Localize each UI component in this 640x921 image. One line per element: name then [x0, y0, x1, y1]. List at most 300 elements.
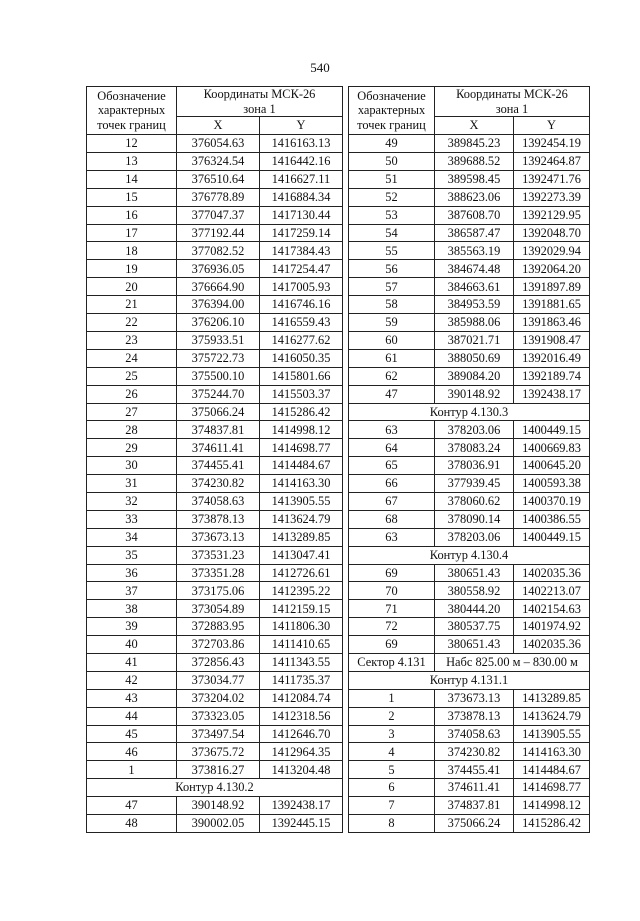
point-label: 54 [349, 224, 435, 242]
coord-title: Координаты МСК-26 [203, 87, 316, 101]
x-value: 388623.06 [435, 188, 514, 206]
point-label: 13 [87, 153, 177, 171]
x-value: 372856.43 [177, 653, 260, 671]
point-label: 19 [87, 260, 177, 278]
x-value: 373351.28 [177, 564, 260, 582]
x-value: 374837.81 [177, 421, 260, 439]
table-row [349, 689, 590, 707]
left-table-body [87, 135, 343, 833]
point-label: 21 [87, 296, 177, 314]
x-value: 380558.92 [435, 582, 514, 600]
header-label-line1: Обозначение [97, 88, 166, 103]
table-row [87, 331, 343, 349]
point-label: 57 [349, 278, 435, 296]
y-value: 1402154.63 [514, 600, 590, 618]
y-value: 1402035.36 [514, 636, 590, 654]
y-value: 1413289.85 [514, 689, 590, 707]
point-label-header [349, 87, 435, 135]
point-label: 51 [349, 170, 435, 188]
x-value: 387021.71 [435, 331, 514, 349]
x-value: 378083.24 [435, 439, 514, 457]
contour-label: Контур 4.131.1 [349, 671, 590, 689]
y-value: 1401974.92 [514, 618, 590, 636]
table-row [349, 564, 590, 582]
point-label: 69 [349, 564, 435, 582]
coord-title: Координаты МСК-26 [456, 87, 568, 101]
table-row [349, 349, 590, 367]
header-label-line2: характерных [97, 103, 166, 118]
point-label: 45 [87, 725, 177, 743]
table-row [87, 564, 343, 582]
table-row [349, 797, 590, 815]
point-label: 14 [87, 170, 177, 188]
y-value: 1392438.17 [260, 797, 343, 815]
point-label: 65 [349, 457, 435, 475]
y-value: 1414998.12 [260, 421, 343, 439]
table-row [349, 421, 590, 439]
table-row [87, 349, 343, 367]
table-row [349, 188, 590, 206]
x-value: 378203.06 [435, 528, 514, 546]
x-value: 373497.54 [177, 725, 260, 743]
y-value: 1412646.70 [260, 725, 343, 743]
x-value: 377939.45 [435, 475, 514, 493]
x-value: 376324.54 [177, 153, 260, 171]
point-label: 53 [349, 206, 435, 224]
y-value: 1417130.44 [260, 206, 343, 224]
point-label: 27 [87, 403, 177, 421]
x-value: 385988.06 [435, 314, 514, 332]
y-value: 1392445.15 [260, 814, 343, 832]
point-label: 25 [87, 367, 177, 385]
table-row [87, 260, 343, 278]
y-value: 1416442.16 [260, 153, 343, 171]
y-value: 1412084.74 [260, 689, 343, 707]
x-value: 385563.19 [435, 242, 514, 260]
table-row [349, 600, 590, 618]
y-value: 1412159.15 [260, 600, 343, 618]
sector-label: Сектор 4.131 [349, 653, 435, 671]
point-label: 34 [87, 528, 177, 546]
x-value: 386587.47 [435, 224, 514, 242]
x-value: 384953.59 [435, 296, 514, 314]
point-label: 60 [349, 331, 435, 349]
table-row [349, 439, 590, 457]
y-value: 1412318.56 [260, 707, 343, 725]
y-value: 1416559.43 [260, 314, 343, 332]
point-label: 8 [349, 814, 435, 832]
table-row [87, 636, 343, 654]
y-value: 1400370.19 [514, 492, 590, 510]
point-label: 52 [349, 188, 435, 206]
point-label: 7 [349, 797, 435, 815]
y-value: 1392273.39 [514, 188, 590, 206]
point-label: 47 [349, 385, 435, 403]
x-value: 373054.89 [177, 600, 260, 618]
point-label: 1 [349, 689, 435, 707]
x-value: 373816.27 [177, 761, 260, 779]
x-value: 380444.20 [435, 600, 514, 618]
point-label: 71 [349, 600, 435, 618]
point-label: 58 [349, 296, 435, 314]
x-value: 376054.63 [177, 135, 260, 153]
point-label: 15 [87, 188, 177, 206]
x-value: 374837.81 [435, 797, 514, 815]
point-label: 39 [87, 618, 177, 636]
point-label: 24 [87, 349, 177, 367]
y-value: 1413047.41 [260, 546, 343, 564]
y-header: Y [260, 117, 343, 135]
y-value: 1416884.34 [260, 188, 343, 206]
point-label: 33 [87, 510, 177, 528]
point-label: 31 [87, 475, 177, 493]
page-number: 540 [310, 60, 330, 75]
point-label: 40 [87, 636, 177, 654]
point-label: 16 [87, 206, 177, 224]
y-value: 1412726.61 [260, 564, 343, 582]
point-label: 28 [87, 421, 177, 439]
point-label: 29 [87, 439, 177, 457]
point-label: 35 [87, 546, 177, 564]
y-value: 1392048.70 [514, 224, 590, 242]
point-label: 56 [349, 260, 435, 278]
y-value: 1412395.22 [260, 582, 343, 600]
point-label: 68 [349, 510, 435, 528]
y-value: 1415286.42 [514, 814, 590, 832]
point-label: 49 [349, 135, 435, 153]
table-row [87, 188, 343, 206]
point-label: 47 [87, 797, 177, 815]
table-row [87, 403, 343, 421]
section-row [87, 779, 343, 797]
point-label: 70 [349, 582, 435, 600]
y-value: 1415286.42 [260, 403, 343, 421]
point-label: 3 [349, 725, 435, 743]
table-row [349, 206, 590, 224]
x-value: 390148.92 [435, 385, 514, 403]
coord-zone: зона 1 [243, 101, 276, 116]
x-value: 374611.41 [435, 779, 514, 797]
y-value: 1392471.76 [514, 170, 590, 188]
table-row [349, 314, 590, 332]
point-label: 63 [349, 528, 435, 546]
coordinates-table-left [86, 86, 343, 833]
section-row [349, 546, 590, 564]
table-row [349, 528, 590, 546]
y-value: 1413289.85 [260, 528, 343, 546]
table-row [349, 779, 590, 797]
table-row [349, 814, 590, 832]
table-row [349, 492, 590, 510]
x-value: 378203.06 [435, 421, 514, 439]
table-row [87, 546, 343, 564]
x-value: 373673.13 [177, 528, 260, 546]
table-row [349, 170, 590, 188]
x-value: 389688.52 [435, 153, 514, 171]
y-value: 1416627.11 [260, 170, 343, 188]
section-row [349, 403, 590, 421]
table-row [349, 725, 590, 743]
y-value: 1392438.17 [514, 385, 590, 403]
table-row [87, 671, 343, 689]
x-value: 373878.13 [177, 510, 260, 528]
x-value: 378090.14 [435, 510, 514, 528]
table-row [87, 224, 343, 242]
x-value: 374230.82 [435, 743, 514, 761]
table-row [349, 618, 590, 636]
x-value: 375244.70 [177, 385, 260, 403]
x-value: 384674.48 [435, 260, 514, 278]
y-value: 1414163.30 [514, 743, 590, 761]
x-value: 375066.24 [435, 814, 514, 832]
point-label: 41 [87, 653, 177, 671]
point-label: 43 [87, 689, 177, 707]
table-row [87, 528, 343, 546]
y-value: 1417254.47 [260, 260, 343, 278]
point-label: 4 [349, 743, 435, 761]
table-row [87, 492, 343, 510]
point-label: 37 [87, 582, 177, 600]
y-value: 1416163.13 [260, 135, 343, 153]
y-value: 1392029.94 [514, 242, 590, 260]
y-value: 1416050.35 [260, 349, 343, 367]
y-value: 1414484.67 [260, 457, 343, 475]
x-value: 373675.72 [177, 743, 260, 761]
point-label: 36 [87, 564, 177, 582]
y-value: 1413624.79 [260, 510, 343, 528]
x-value: 374611.41 [177, 439, 260, 457]
y-value: 1413905.55 [514, 725, 590, 743]
table-row [87, 153, 343, 171]
x-value: 376778.89 [177, 188, 260, 206]
coordinates-table-right [348, 86, 590, 833]
x-value: 375722.73 [177, 349, 260, 367]
point-label: 1 [87, 761, 177, 779]
y-value: 1391897.89 [514, 278, 590, 296]
table-row [87, 475, 343, 493]
y-value: 1392129.95 [514, 206, 590, 224]
y-value: 1411343.55 [260, 653, 343, 671]
table-row [87, 278, 343, 296]
point-label: 59 [349, 314, 435, 332]
x-value: 375500.10 [177, 367, 260, 385]
table-row [87, 743, 343, 761]
table-row [87, 439, 343, 457]
y-value: 1400386.55 [514, 510, 590, 528]
table-row [349, 743, 590, 761]
table-row [349, 636, 590, 654]
y-value: 1392064.20 [514, 260, 590, 278]
table-row [349, 296, 590, 314]
contour-label: Контур 4.130.3 [349, 403, 590, 421]
x-value: 380651.43 [435, 564, 514, 582]
y-value: 1391881.65 [514, 296, 590, 314]
point-label: 18 [87, 242, 177, 260]
table-row [87, 725, 343, 743]
y-value: 1411735.37 [260, 671, 343, 689]
x-value: 390002.05 [177, 814, 260, 832]
x-value: 389598.45 [435, 170, 514, 188]
right-table-body [349, 135, 590, 833]
x-value: 376510.64 [177, 170, 260, 188]
y-value: 1415503.37 [260, 385, 343, 403]
table-row [87, 653, 343, 671]
sector-row [349, 653, 590, 671]
header-label-line3: точек границ [97, 117, 166, 132]
table-row [87, 689, 343, 707]
point-label: 22 [87, 314, 177, 332]
table-row [87, 814, 343, 832]
x-value: 374058.63 [435, 725, 514, 743]
table-row [349, 510, 590, 528]
point-label: 64 [349, 439, 435, 457]
x-value: 372883.95 [177, 618, 260, 636]
table-row [87, 135, 343, 153]
x-value: 373531.23 [177, 546, 260, 564]
point-label: 2 [349, 707, 435, 725]
point-label: 62 [349, 367, 435, 385]
x-value: 377047.37 [177, 206, 260, 224]
height-range: Набс 825.00 м – 830.00 м [435, 653, 590, 671]
x-value: 373204.02 [177, 689, 260, 707]
x-value: 387608.70 [435, 206, 514, 224]
table-row [87, 707, 343, 725]
point-label: 63 [349, 421, 435, 439]
point-label: 26 [87, 385, 177, 403]
point-label-header [87, 87, 177, 135]
y-value: 1414163.30 [260, 475, 343, 493]
table-row [87, 242, 343, 260]
table-row [349, 385, 590, 403]
y-value: 1417005.93 [260, 278, 343, 296]
y-value: 1416746.16 [260, 296, 343, 314]
header-label-line2: характерных [357, 103, 426, 118]
table-row [87, 457, 343, 475]
point-label: 44 [87, 707, 177, 725]
x-value: 373034.77 [177, 671, 260, 689]
x-value: 388050.69 [435, 349, 514, 367]
header-label-line3: точек границ [357, 117, 426, 132]
point-label: 67 [349, 492, 435, 510]
y-value: 1392454.19 [514, 135, 590, 153]
x-value: 375066.24 [177, 403, 260, 421]
y-value: 1400449.15 [514, 421, 590, 439]
point-label: 23 [87, 331, 177, 349]
x-value: 374455.41 [177, 457, 260, 475]
coord-system-header [435, 87, 590, 117]
x-value: 390148.92 [177, 797, 260, 815]
table-row [87, 296, 343, 314]
table-row [349, 457, 590, 475]
x-value: 373323.05 [177, 707, 260, 725]
x-value: 376664.90 [177, 278, 260, 296]
table-row [349, 761, 590, 779]
table-row [87, 582, 343, 600]
table-row [349, 367, 590, 385]
x-value: 376936.05 [177, 260, 260, 278]
table-row [87, 206, 343, 224]
table-row [349, 260, 590, 278]
y-header: Y [514, 117, 590, 135]
point-label: 69 [349, 636, 435, 654]
point-label: 5 [349, 761, 435, 779]
x-value: 375933.51 [177, 331, 260, 349]
x-value: 377082.52 [177, 242, 260, 260]
point-label: 72 [349, 618, 435, 636]
table-row [349, 707, 590, 725]
y-value: 1415801.66 [260, 367, 343, 385]
point-label: 66 [349, 475, 435, 493]
y-value: 1392189.74 [514, 367, 590, 385]
y-value: 1400449.15 [514, 528, 590, 546]
contour-label: Контур 4.130.4 [349, 546, 590, 564]
table-row [349, 153, 590, 171]
x-value: 389845.23 [435, 135, 514, 153]
table-row [87, 314, 343, 332]
x-value: 384663.61 [435, 278, 514, 296]
x-value: 374230.82 [177, 475, 260, 493]
point-label: 61 [349, 349, 435, 367]
x-value: 374455.41 [435, 761, 514, 779]
x-value: 377192.44 [177, 224, 260, 242]
x-value: 378036.91 [435, 457, 514, 475]
y-value: 1414698.77 [260, 439, 343, 457]
point-label: 42 [87, 671, 177, 689]
contour-label: Контур 4.130.2 [87, 779, 343, 797]
x-header: X [177, 117, 260, 135]
y-value: 1400669.83 [514, 439, 590, 457]
y-value: 1392464.87 [514, 153, 590, 171]
table-row [349, 475, 590, 493]
x-value: 380651.43 [435, 636, 514, 654]
point-label: 32 [87, 492, 177, 510]
x-value: 380537.75 [435, 618, 514, 636]
point-label: 50 [349, 153, 435, 171]
table-row [87, 367, 343, 385]
table-row [87, 385, 343, 403]
table-row [349, 242, 590, 260]
table-row [349, 582, 590, 600]
y-value: 1413905.55 [260, 492, 343, 510]
table-row [349, 278, 590, 296]
x-value: 373175.06 [177, 582, 260, 600]
point-label: 17 [87, 224, 177, 242]
table-row [349, 224, 590, 242]
point-label: 6 [349, 779, 435, 797]
y-value: 1413624.79 [514, 707, 590, 725]
y-value: 1392016.49 [514, 349, 590, 367]
table-row [349, 331, 590, 349]
y-value: 1416277.62 [260, 331, 343, 349]
y-value: 1411806.30 [260, 618, 343, 636]
x-value: 374058.63 [177, 492, 260, 510]
y-value: 1417384.43 [260, 242, 343, 260]
y-value: 1402035.36 [514, 564, 590, 582]
y-value: 1400645.20 [514, 457, 590, 475]
y-value: 1414698.77 [514, 779, 590, 797]
point-label: 12 [87, 135, 177, 153]
point-label: 55 [349, 242, 435, 260]
x-value: 376394.00 [177, 296, 260, 314]
x-value: 378060.62 [435, 492, 514, 510]
section-row [349, 671, 590, 689]
y-value: 1412964.35 [260, 743, 343, 761]
y-value: 1413204.48 [260, 761, 343, 779]
table-row [87, 170, 343, 188]
table-row [87, 421, 343, 439]
y-value: 1411410.65 [260, 636, 343, 654]
point-label: 38 [87, 600, 177, 618]
